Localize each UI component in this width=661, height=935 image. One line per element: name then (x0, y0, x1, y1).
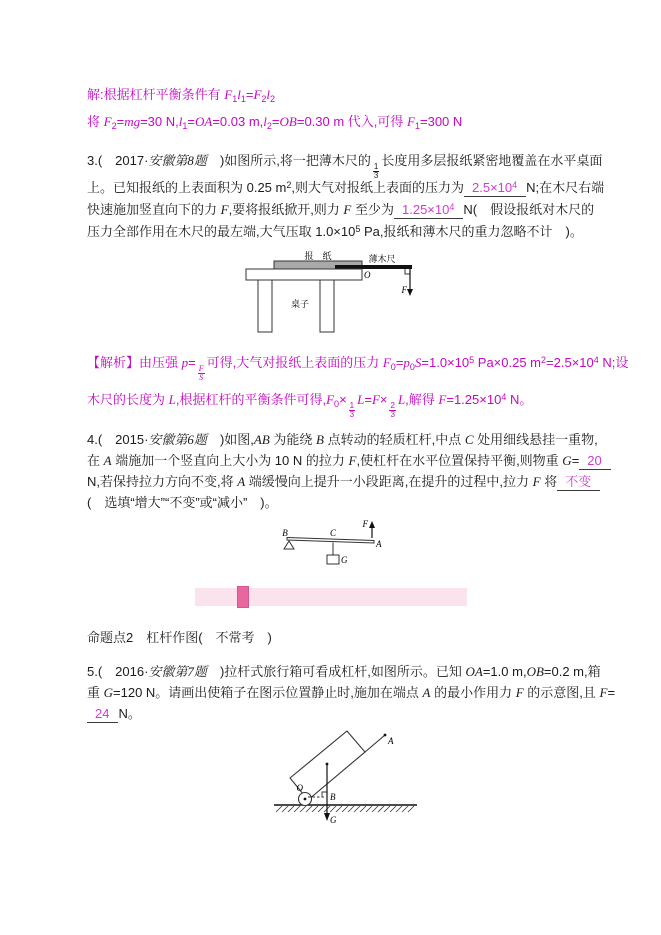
force-f-label: F (401, 285, 407, 295)
question-4-line-4: ( 选填“增大”“不变”或“减小” )。 (87, 495, 278, 510)
tabletop (246, 269, 362, 280)
lever-figure (272, 510, 384, 570)
band-marker (237, 586, 249, 608)
weight-g-label: G (341, 555, 348, 565)
pull-f-label: F (362, 519, 368, 529)
point-a-label: A (388, 736, 394, 746)
question-3-line-2: 上。已知报纸的上表面积为 0.25 $m^2$,则大气对报纸上表面的压力为 $2.5\times 10^4$ N;在木尺右端 (87, 180, 605, 195)
table-ruler-figure (244, 251, 426, 337)
analysis-line-2: 木尺的长度为 L,根据杠杆的平衡条件可得$,F_0\times$ $\frac{1}{3}$ L=F× $\frac{2}{3}$ L,解得 $F=1.25\times 10^4$ N。 (87, 392, 533, 420)
ground-hatching (276, 806, 414, 812)
right-angle-mark (322, 792, 327, 797)
table-leg-right (320, 280, 334, 332)
pivot-triangle (284, 541, 294, 549)
weight-box (327, 555, 339, 564)
question-3-line-4: 压力全部作用在木尺的最左端,大气压取 $1.0\times 10^5$ Pa,报纸和薄木尺的重力忽略不计 )。 (87, 224, 583, 239)
point-a-label: A (376, 539, 382, 549)
handle-end-dot (384, 734, 387, 737)
handle-line (365, 735, 385, 752)
point-b-label: B (330, 792, 336, 802)
question-3-line-3: 快速施加竖直向下的力 F,要将报纸掀开,则力 F 至少为 $1.25\times 10^4$ N( 假设报纸对木尺的 (87, 202, 595, 217)
question-5-line-3: 24 N。 (87, 705, 141, 722)
point-b-label: B (282, 528, 288, 538)
highlight-band (195, 588, 467, 606)
ruler-bar (335, 265, 412, 269)
force-f-arrowhead (407, 289, 413, 296)
right-angle-mark (405, 269, 410, 274)
question-5-line-1: 5.( 2016·安徽第7题 )拉杆式旅行箱可看成杠杆,如图所示。已知 OA=1.0 m,OB=0.2 m,箱 (87, 664, 601, 679)
pivot-o-label: O (296, 783, 303, 793)
pivot-o-label: O (364, 270, 371, 280)
question-5-line-2: 重 G=120 N。请画出使箱子在图示位置静止时,施加在端点 A 的最小作用力 F 的示意图,且 F= (87, 685, 616, 700)
solution-line-2: 将 $F_2=mg=30$ $N,l_1=OA=0.03$ $m,l_2=OB=0.30$ m 代入,可得 $F_1=300$ N (87, 114, 463, 131)
gravity-g-label: G (330, 815, 337, 825)
solution-line-1: 解:根据杠杆平衡条件有 $F_1l_1=F_2l_2$ (87, 87, 276, 104)
suitcase-figure (272, 722, 438, 835)
question-4-line-2: 在 A 端施加一个竖直向上大小为 10 N 的拉力 F,使杠杆在水平位置保持平衡,则物重 G= 20 (87, 452, 611, 469)
newspaper-label: 报 纸 (304, 251, 332, 261)
ruler-label: 薄木尺 (368, 254, 396, 264)
question-4-line-1: 4.( 2015·安徽第6题 )如图,AB 为能绕 B 点转动的轻质杠杆,中点 C 处用细线悬挂一重物, (87, 432, 598, 447)
lever-bar (287, 538, 374, 544)
question-3-line-1: 3.( 2017·安徽第8题 )如图所示,将一把薄木尺的 $\frac{1}{3}$ 长度用多层报纸紧密地覆盖在水平桌面 (87, 153, 603, 181)
wheel-center-dot (304, 798, 307, 801)
point-c-label: C (329, 528, 337, 538)
table-label: 桌子 (290, 299, 310, 309)
topic-heading: 命题点2 杠杆作图( 不常考 ) (87, 630, 272, 645)
analysis-line-1: 【解析】由压强 p= $\frac{F}{S}$ 可得,大气对报纸上表面的压力 $F_0=p_0S=1.0\times 10^5$ Pa×0.25 $m^2=2.5\times 10^4$ N;设 (87, 355, 629, 383)
question-4-line-3: N,若保持拉力方向不变,将 A 端缓慢向上提升一小段距离,在提升的过程中,拉力 F 将 不变 (87, 473, 600, 490)
pull-f-arrowhead (369, 521, 375, 528)
table-leg-left (258, 280, 272, 332)
